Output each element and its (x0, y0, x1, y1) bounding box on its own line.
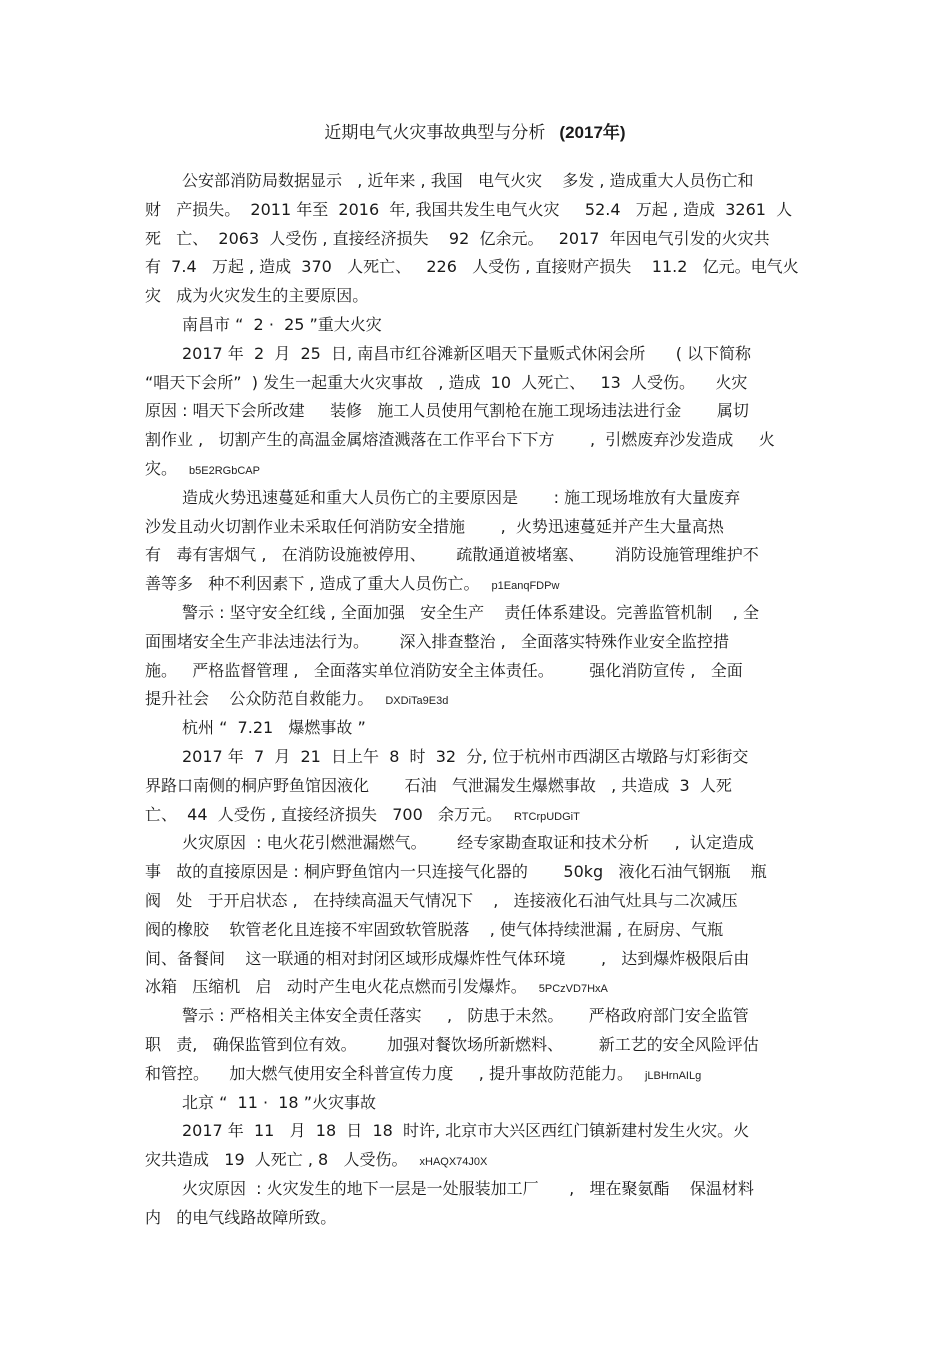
body-line (145, 426, 810, 455)
reference-code: DXDiTa9E3d (385, 695, 449, 708)
line-text: 灾。 (145, 458, 178, 478)
body-line (145, 657, 810, 686)
body-line (145, 1204, 810, 1233)
line-text: 警示 : 严格相关主体安全责任落实 , 防患于未然。 严格政府部门安全监管 (182, 1006, 749, 1026)
body-line (145, 1060, 810, 1089)
body-line (145, 570, 810, 599)
reference-code: xHAQX74J0X (419, 1156, 488, 1169)
line-text: 提升社会 公众防范自救能力。 (145, 689, 374, 709)
line-text: 灾共造成 19 人死亡 , 8 人受伤。 (145, 1150, 408, 1170)
body-line (145, 858, 810, 887)
body-line (145, 369, 810, 398)
body-line (145, 340, 810, 369)
body-line (145, 455, 810, 484)
line-text: 北京 “ 11 · 18 ”火灾事故 (182, 1092, 376, 1112)
line-text: 有 7.4 万起 , 造成 370 人死亡、 226 人受伤 , 直接财产损失 11.2 亿元。电气火 (145, 257, 799, 277)
line-text: 事 故的直接原因是 : 桐庐野鱼馆内一只连接气化器的 50kg 液化石油气钢瓶 瓶 (145, 862, 767, 882)
body-line (145, 743, 810, 772)
line-text: 杭州 “ 7.21 爆燃事故 ” (182, 718, 366, 738)
line-text: 警示 : 坚守安全红线 , 全面加强 安全生产 责任体系建设。完善监管机制 , 全 (182, 602, 759, 622)
line-text: 公安部消防局数据显示 , 近年来 , 我国 电气火灾 多发 , 造成重大人员伤亡和 (182, 171, 754, 190)
line-text: 内 的电气线路故障所致。 (145, 1207, 337, 1227)
reference-code: 5PCzVD7HxA (538, 983, 608, 996)
body-line (145, 887, 810, 916)
line-text: 冰箱 压缩机 启 动时产生电火花点燃而引发爆炸。 (145, 977, 527, 997)
body-line (145, 397, 810, 426)
body-line (145, 772, 810, 801)
body-line (145, 513, 810, 542)
line-text: 2017 年 11 月 18 日 18 时许, 北京市大兴区西红门镇新建村发生火灾。火 (182, 1121, 750, 1141)
line-text: 施。 严格监督管理 , 全面落实单位消防安全主体责任。 强化消防宣传 , 全面 (145, 660, 743, 680)
body-line (145, 541, 810, 570)
title-text: 近期电气火灾事故典型与分析 (324, 123, 546, 143)
line-text: 面围堵安全生产非法违法行为。 深入排查整治 , 全面落实特殊作业安全监控措 (145, 631, 729, 651)
body-line (145, 282, 810, 311)
body-line (145, 311, 810, 340)
body-line (145, 945, 810, 974)
line-text: “唱天下会所” ) 发生一起重大火灾事故 , 造成 10 人死亡、 13 人受伤。 火灾 (145, 372, 748, 392)
body-line (145, 196, 810, 225)
body-line (145, 1146, 810, 1175)
line-text: 阀 处 于开启状态 , 在持续高温天气情况下 , 连接液化石油气灶具与二次减压 (145, 890, 738, 910)
line-text: 割作业 , 切割产生的高温金属熔渣溅落在工作平台下下方 , 引燃废弃沙发造成 火 (145, 430, 775, 450)
line-text: 原因 : 唱天下会所改建 装修 施工人员使用气割枪在施工现场违法进行金 属切 (145, 401, 749, 421)
line-text: 死 亡、 2063 人受伤 , 直接经济损失 92 亿余元。 2017 年因电气引发的火灾共 (145, 228, 770, 248)
body-line (145, 801, 810, 830)
line-text: 火灾原因 : 电火花引燃泄漏燃气。 经专家勘查取证和技术分析 , 认定造成 (182, 833, 754, 853)
line-text: 2017 年 7 月 21 日上午 8 时 32 分, 位于杭州市西湖区古墩路与灯彩街交 (182, 746, 749, 766)
line-text: 善等多 种不利因素下 , 造成了重大人员伤亡。 (145, 574, 480, 594)
line-text: 阀的橡胶 软管老化且连接不牢固致软管脱落 , 使气体持续泄漏 , 在厨房、气瓶 (145, 919, 724, 939)
body-line (145, 484, 810, 513)
line-text: 职 责, 确保监管到位有效。 加强对餐饮场所新燃料、 新工艺的安全风险评估 (145, 1034, 759, 1054)
line-text: 有 毒有害烟气 , 在消防设施被停用、 疏散通道被堵塞、 消防设施管理维护不 (145, 545, 759, 565)
body-line (145, 167, 810, 196)
line-text: 和管控。 加大燃气使用安全科普宣传力度 , 提升事故防范能力。 (145, 1063, 633, 1083)
body-line (145, 1089, 810, 1118)
line-text: 灾 成为火灾发生的主要原因。 (145, 286, 369, 306)
line-text: 沙发且动火切割作业未采取任何消防安全措施 , 火势迅速蔓延并产生大量高热 (145, 516, 724, 536)
body-line (145, 973, 810, 1002)
line-text: 火灾原因 : 火灾发生的地下一层是一处服装加工厂 , 埋在聚氨酯 保温材料 (182, 1178, 754, 1198)
body-line (145, 253, 810, 282)
line-text: 界路口南侧的桐庐野鱼馆因液化 石油 气泄漏发生爆燃事故 , 共造成 3 人死 (145, 775, 732, 795)
line-text: 财 产损失。 2011 年至 2016 年, 我国共发生电气火灾 52.4 万起 , 造成 3261 人 (145, 199, 793, 219)
line-text: 造成火势迅速蔓延和重大人员伤亡的主要原因是 : 施工现场堆放有大量废弃 (182, 487, 741, 507)
body-line (145, 628, 810, 657)
line-text: 2017 年 2 月 25 日, 南昌市红谷滩新区唱天下量贩式休闲会所 ( 以下简称 (182, 343, 752, 363)
document-body (145, 167, 810, 1232)
body-line (145, 1002, 810, 1031)
reference-code: b5E2RGbCAP (189, 464, 260, 477)
reference-code: p1EanqFDPw (491, 580, 560, 593)
document-title (0, 120, 950, 146)
line-text: 亡、 44 人受伤 , 直接经济损失 700 余万元。 (145, 804, 503, 824)
body-line (145, 1117, 810, 1146)
body-line (145, 685, 810, 714)
body-line (145, 714, 810, 743)
body-line (145, 225, 810, 254)
line-text: 间、备餐间 这一联通的相对封闭区域形成爆炸性气体环境 , 达到爆炸极限后由 (145, 948, 750, 968)
reference-code: jLBHrnAILg (644, 1069, 702, 1082)
body-line (145, 1031, 810, 1060)
body-line (145, 916, 810, 945)
title-year: (2017年) (559, 123, 626, 142)
line-text: 南昌市 “ 2 · 25 ”重大火灾 (182, 314, 382, 334)
body-line (145, 1175, 810, 1204)
body-line (145, 599, 810, 628)
body-line (145, 829, 810, 858)
reference-code: RTCrpUDGiT (514, 810, 580, 823)
